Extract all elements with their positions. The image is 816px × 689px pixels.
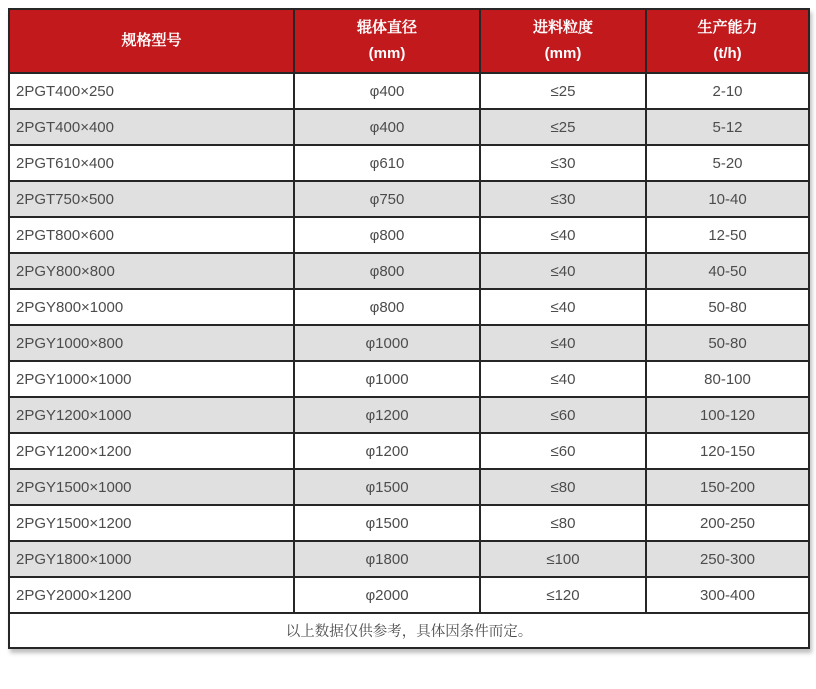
specification-table (8, 8, 810, 649)
roller-diameter-cell: φ610 (294, 145, 480, 181)
footer-row (9, 613, 809, 648)
capacity-cell: 120-150 (646, 433, 809, 469)
capacity-cell: 2-10 (646, 73, 809, 109)
feed-size-cell: ≤80 (480, 505, 646, 541)
feed-size-cell: ≤80 (480, 469, 646, 505)
table-footer (9, 613, 809, 648)
model-cell: 2PGY1000×1000 (9, 361, 294, 397)
table-row (9, 361, 809, 397)
roller-diameter-cell: φ1200 (294, 397, 480, 433)
feed-size-cell: ≤120 (480, 577, 646, 613)
model-cell: 2PGT400×250 (9, 73, 294, 109)
capacity-cell: 100-120 (646, 397, 809, 433)
model-cell: 2PGY1500×1200 (9, 505, 294, 541)
header-unit: (mm) (368, 45, 406, 62)
feed-size-cell: ≤60 (480, 433, 646, 469)
header-capacity (646, 9, 809, 73)
header-title: 生产能力 (697, 19, 758, 36)
header-spec-model (9, 9, 294, 73)
table-row (9, 505, 809, 541)
feed-size-cell: ≤25 (480, 109, 646, 145)
roller-diameter-cell: φ800 (294, 253, 480, 289)
model-cell: 2PGY1000×800 (9, 325, 294, 361)
feed-size-cell: ≤30 (480, 181, 646, 217)
capacity-cell: 200-250 (646, 505, 809, 541)
roller-diameter-cell: φ1500 (294, 469, 480, 505)
model-cell: 2PGY1800×1000 (9, 541, 294, 577)
roller-diameter-cell: φ800 (294, 217, 480, 253)
footer-note: 以上数据仅供参考，具体因条件而定。 (9, 613, 809, 648)
capacity-cell: 5-20 (646, 145, 809, 181)
capacity-cell: 50-80 (646, 325, 809, 361)
model-cell: 2PGT800×600 (9, 217, 294, 253)
header-title: 辊体直径 (356, 19, 417, 36)
header-row (9, 9, 809, 73)
capacity-cell: 150-200 (646, 469, 809, 505)
feed-size-cell: ≤60 (480, 397, 646, 433)
table-header (9, 9, 809, 73)
roller-diameter-cell: φ400 (294, 73, 480, 109)
capacity-cell: 10-40 (646, 181, 809, 217)
model-cell: 2PGT750×500 (9, 181, 294, 217)
roller-diameter-cell: φ1200 (294, 433, 480, 469)
model-cell: 2PGY800×1000 (9, 289, 294, 325)
table-row (9, 253, 809, 289)
table-row (9, 325, 809, 361)
feed-size-cell: ≤40 (480, 361, 646, 397)
model-cell: 2PGY800×800 (9, 253, 294, 289)
capacity-cell: 250-300 (646, 541, 809, 577)
table-row (9, 145, 809, 181)
feed-size-cell: ≤100 (480, 541, 646, 577)
table-row (9, 181, 809, 217)
feed-size-cell: ≤25 (480, 73, 646, 109)
header-title: 进料粒度 (532, 19, 593, 36)
model-cell: 2PGY2000×1200 (9, 577, 294, 613)
table-row (9, 397, 809, 433)
model-cell: 2PGT400×400 (9, 109, 294, 145)
roller-diameter-cell: φ800 (294, 289, 480, 325)
model-cell: 2PGT610×400 (9, 145, 294, 181)
header-unit: (t/h) (713, 45, 742, 62)
roller-diameter-cell: φ1500 (294, 505, 480, 541)
capacity-cell: 40-50 (646, 253, 809, 289)
roller-diameter-cell: φ1800 (294, 541, 480, 577)
capacity-cell: 5-12 (646, 109, 809, 145)
roller-diameter-cell: φ1000 (294, 325, 480, 361)
table-row (9, 433, 809, 469)
capacity-cell: 50-80 (646, 289, 809, 325)
capacity-cell: 300-400 (646, 577, 809, 613)
table-row (9, 469, 809, 505)
table-body (9, 73, 809, 613)
capacity-cell: 80-100 (646, 361, 809, 397)
header-title: 规格型号 (121, 32, 182, 49)
capacity-cell: 12-50 (646, 217, 809, 253)
table-row (9, 73, 809, 109)
feed-size-cell: ≤40 (480, 325, 646, 361)
table-row (9, 289, 809, 325)
roller-diameter-cell: φ400 (294, 109, 480, 145)
model-cell: 2PGY1500×1000 (9, 469, 294, 505)
model-cell: 2PGY1200×1200 (9, 433, 294, 469)
roller-diameter-cell: φ1000 (294, 361, 480, 397)
roller-diameter-cell: φ2000 (294, 577, 480, 613)
header-feed-size (480, 9, 646, 73)
model-cell: 2PGY1200×1000 (9, 397, 294, 433)
table-row (9, 217, 809, 253)
table-row (9, 109, 809, 145)
feed-size-cell: ≤40 (480, 217, 646, 253)
feed-size-cell: ≤30 (480, 145, 646, 181)
header-unit: (mm) (544, 45, 582, 62)
table-row (9, 577, 809, 613)
feed-size-cell: ≤40 (480, 289, 646, 325)
feed-size-cell: ≤40 (480, 253, 646, 289)
roller-diameter-cell: φ750 (294, 181, 480, 217)
header-roller-diameter (294, 9, 480, 73)
table-row (9, 541, 809, 577)
